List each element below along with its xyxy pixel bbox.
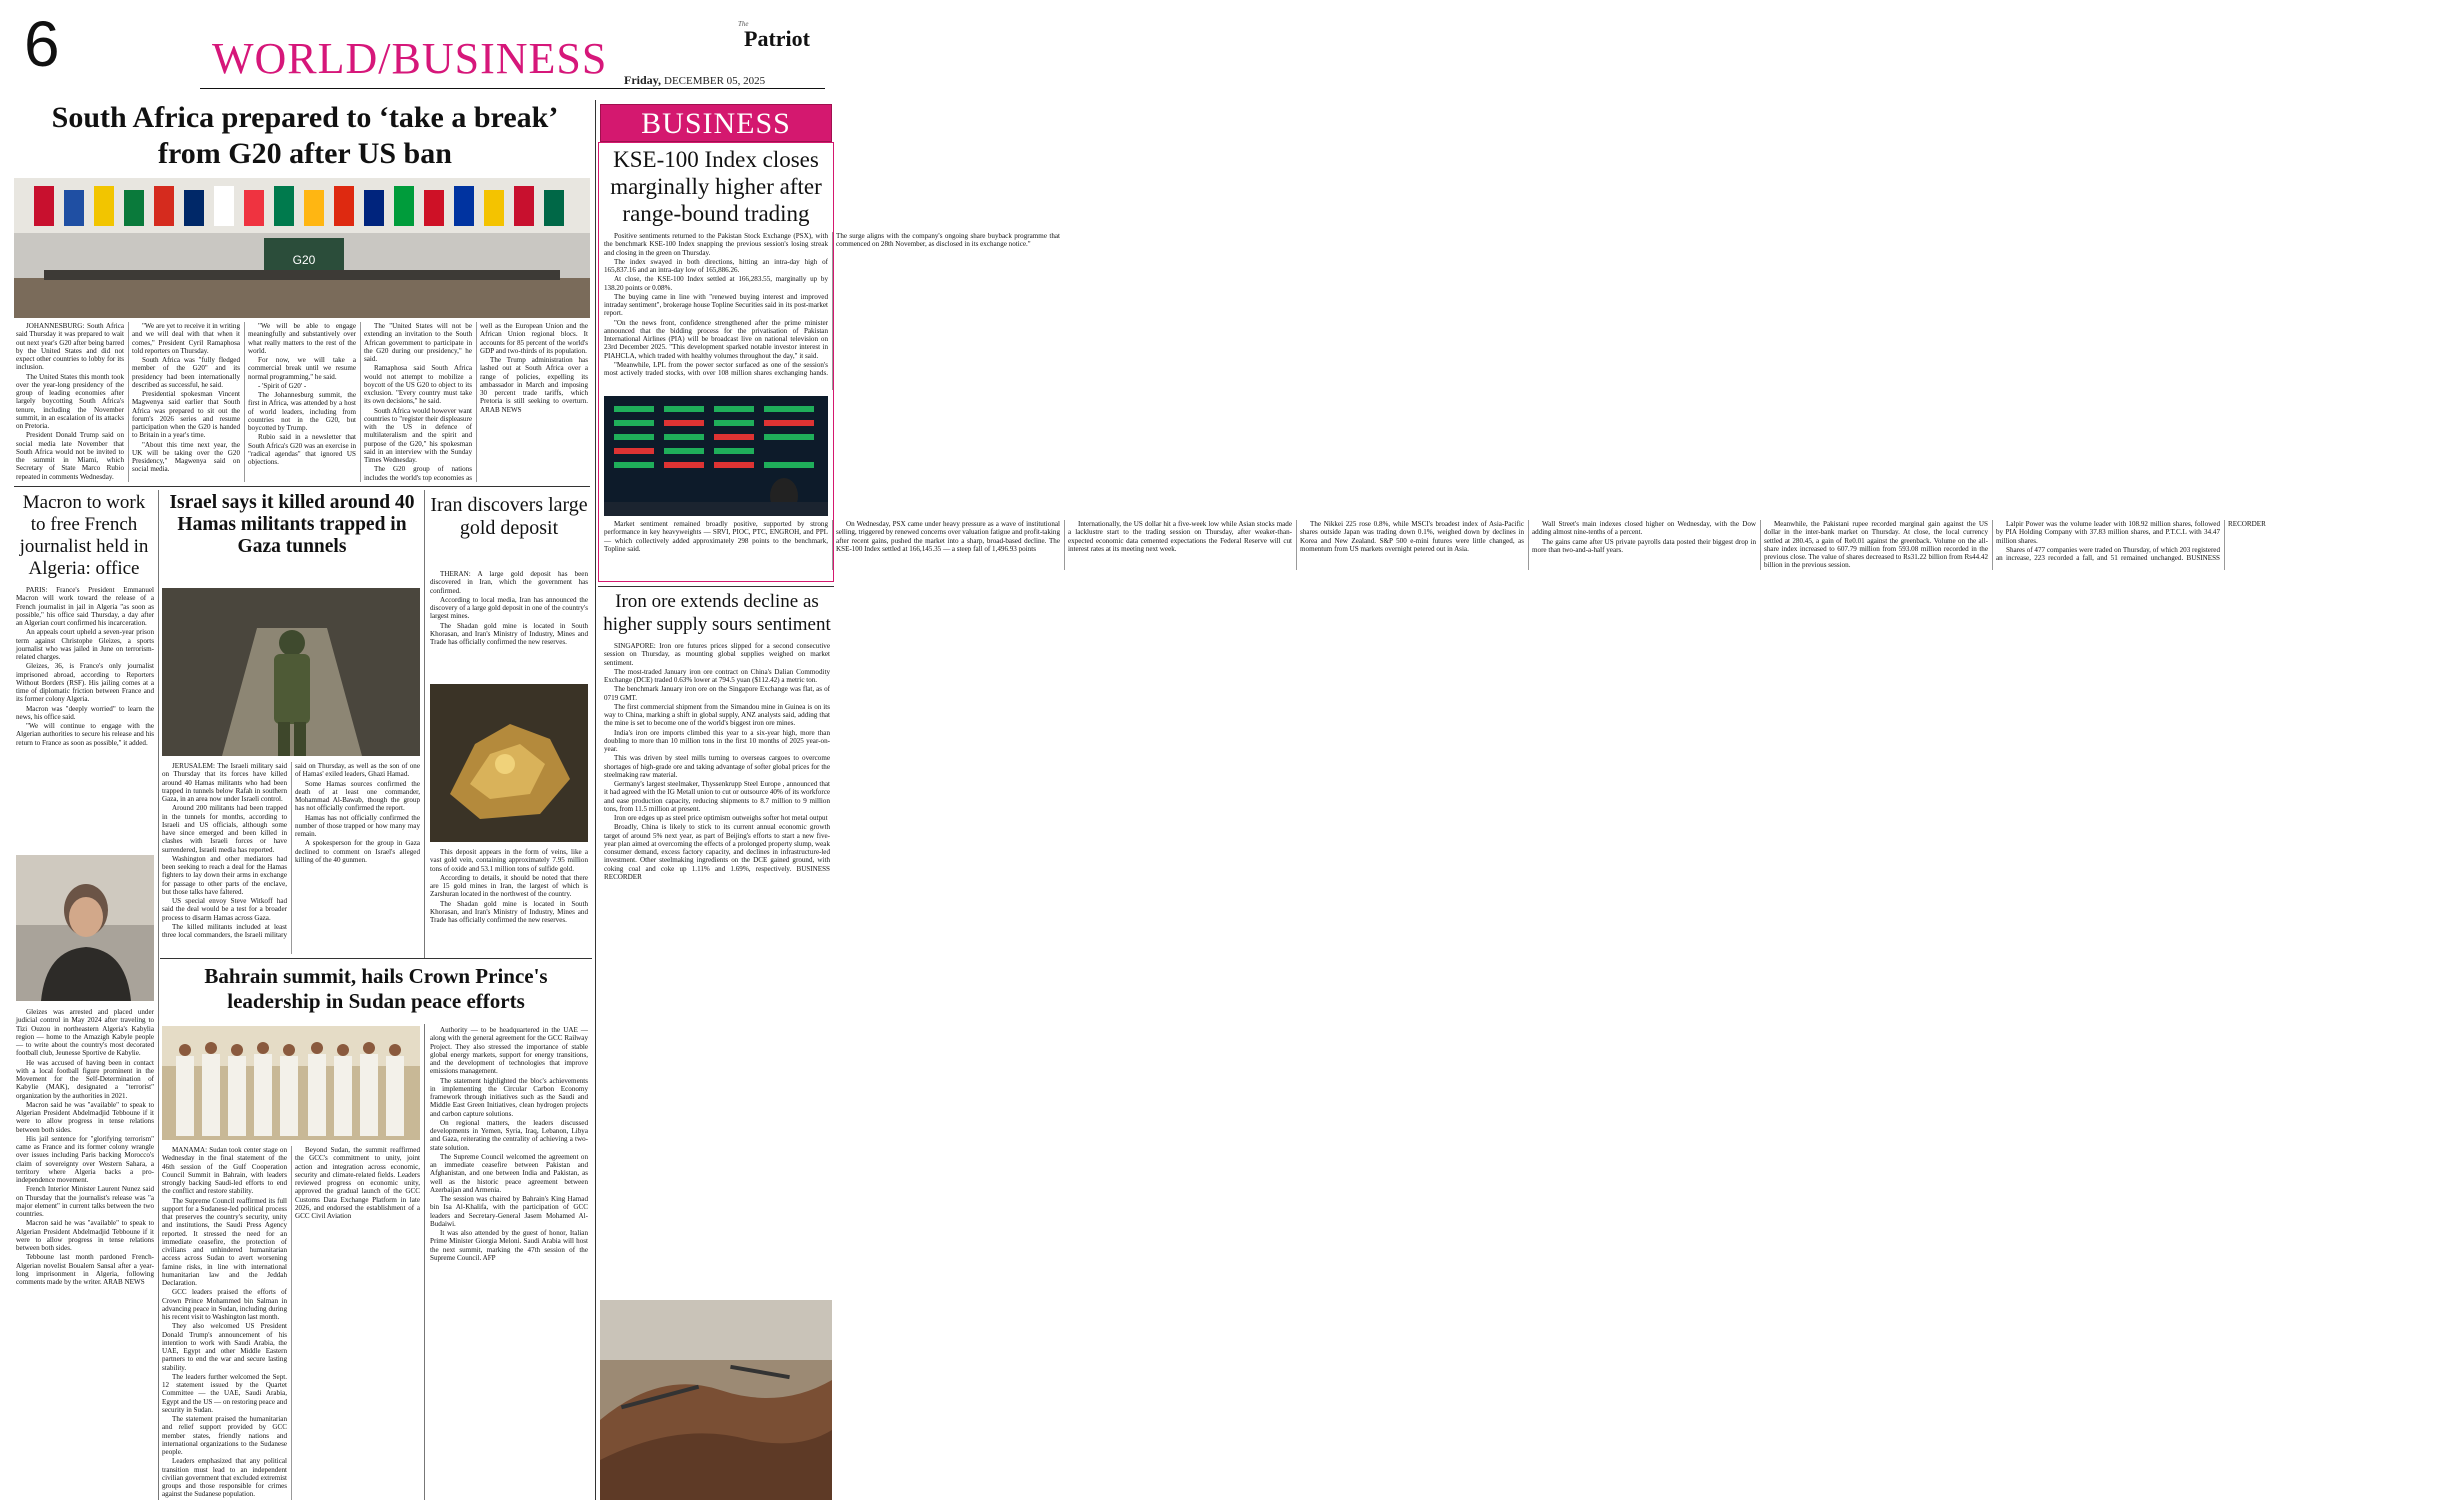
israel-para: Some Hamas sources confirmed the death of at least one commander, Mohammad Al-Bawab, though the group has not officially confirmed the report. [295,779,420,813]
israel-body [162,762,420,954]
paper-name: Patriot [744,26,810,51]
macron-para: He was accused of having been in contact with a local football figure prominent in the Movement for the Self-Determination of Kabylie (MAK), designated a "terrorist" organization by the authorities in 2021. [16,1058,154,1100]
macron-para: An appeals court upheld a seven-year prison term against Christophe Gleizes, a sports journalist who was jailed in June on terrorism-related charges. [16,628,154,661]
macron-para: Macron said he was "available" to speak to Algerian President Abdelmadjid Tebboune if it were to allow progress in tense relations between both sides. [16,1219,154,1252]
paper-prefix: The [738,20,749,28]
macron-para: French Interior Minister Laurent Nunez said on Thursday that the journalist's release was "a major element" in current talks between the two countries. [16,1185,154,1218]
bahrain-para: The Supreme Council welcomed the agreement on an immediate ceasefire between Pakistan and Afghanistan, and one between India and Pakistan, as well as the historic peace agreement between Azerbaijan and Armenia. [430,1152,588,1194]
iran-para: The Shadan gold mine is located in South Khorasan, and Iran's Ministry of Industry, Mines and Trade has officially confirmed the new reserves. [430,621,588,646]
g20-para: President Donald Trump said on social media late November that South Africa would not be invited to the summit in Miami, which Secretary of State Marco Rubio repeated in comments Wednesday. [16,431,124,481]
israel-para: The killed militants included at least three local commanders, the Israeli military said on Thursday, as well as the son of one of Hamas' exiled leaders, Ghazi Hamad. [162,762,420,939]
kse-para: Internationally, the US dollar hit a five-week low while Asian stocks made a lacklustre start to the trading session on Thursday, after weaker-than-expected economic data cemented expectations the Federal Reserve will cut interest rates at its meeting next week. [1068,520,1292,553]
iran-headline: Iran discovers large gold deposit [430,494,588,539]
israel-para: A spokesperson for the group in Gaza declined to comment on Israel's alleged killing of the 40 gunmen. [295,839,420,864]
masthead [0,0,840,100]
masthead-rule [200,88,825,89]
macron-para: Macron was "deeply worried" to learn the news, his office said. [16,704,154,721]
iran-para: The Shadan gold mine is located in South Khorasan, and Iran's Ministry of Industry, Mines and Trade has officially confirmed the new reserves. [430,899,588,924]
g20-body [16,322,588,482]
bahrain-para: The session was chaired by Bahrain's King Hamad bin Isa Al-Khalifa, with the participation of GCC leaders and Secretary-General Jasem Mohamed Al-Budaiwi. [430,1195,588,1228]
iron-para: Broadly, China is likely to stick to its current annual economic growth target of around 5% next year, as part of Beijing's efforts to start a new five-year plan aimed at overcoming the effects of a prolonged property slump, weak consumer demand, excess factory capacity, and declines in infrastructure-led investment. Other steelmaking ingredients on the DCE gained ground, with coking coal and coke up 1.11% and 1.69%, respectively. BUSINESS RECORDER [604,823,830,881]
macron-para: His jail sentence for "glorifying terrorism" came as France and its former colony wrangle over issues including Paris backing Morocco's claim of sovereignty over Western Sahara, a territory where Algeria backs a pro-independence movement. [16,1134,154,1184]
macron-para: Macron said he was "available" to speak to Algerian President Abdelmadjid Tebboune if it were to allow progress in tense relations between both sides. [16,1100,154,1134]
iron-para: India's iron ore imports climbed this year to a six-year high, more than doubling to more than 10 million tons in the first 10 months of 2025 year-on-year. [604,728,830,753]
g20-para: "We are yet to receive it in writing and we will deal with that when it comes," President Cyril Ramaphosa told reporters on Thursday. [132,322,240,355]
macron-headline: Macron to work to free French journalist held in Algeria: office [19,492,149,579]
macron-para: PARIS: France's President Emmanuel Macron will work toward the release of a French journalist in jail in Algeria "as soon as possible," his office said Thursday, a day after an Algerian court confirmed his incarceration. [16,586,154,627]
kse-headline: KSE-100 Index closes marginally higher after range-bound trading [610,147,822,226]
iran-body-top [430,570,588,678]
kse-para: Lalpir Power was the volume leader with 108.92 million shares, followed by PIA Holding Company with 37.83 million shares, and P.T.C.L with 34.47 million shares. [1996,520,2220,545]
israel-para: JERUSALEM: The Israeli military said on Thursday that its forces have killed around 40 Hamas militants who had been trapped in tunnels below Rafah in southern Gaza, in an area now under Israeli control. [162,762,287,803]
svg-text:G20: G20 [292,253,316,267]
bahrain-para: The Supreme Council reaffirmed its full support for a Sudanese-led political process that preserves the country's security, unity and institutions, the Saudi Press Agency reported. It stressed the need for an immediate ceasefire, the protection of civilians and unhindered humanitarian access across Sudan to avert worsening famine risks, in line with international humanitarian law and the Jeddah Declaration. [162,1196,287,1287]
business-band-title: BUSINESS [641,107,791,140]
issue-date-rest: DECEMBER 05, 2025 [664,75,766,87]
iran-para: According to local media, Iran has announced the discovery of a large gold deposit in one of the country's largest mines. [430,595,588,621]
bahrain-para: They also welcomed US President Donald Trump's announcement of his intention to work with Saudi Arabia, the UAE, Egypt and other Middle Eastern partners to end the war and secure lasting stability. [162,1322,287,1372]
iron-para: This was driven by steel mills turning to overseas cargoes to overcome shortages of high-grade ore and taking advantage of softer global prices for the steelmaking raw material. [604,754,830,779]
kse-para: Shares of 477 companies were traded on Thursday, of which 203 registered an increase, 223 recorded a fall, and 51 remained unchanged. BUSINESS RECORDER [1996,520,2266,562]
bahrain-para: Authority — to be headquartered in the UAE — along with the general agreement for the GCC Railway Project. They also stressed the importance of stable global energy markets, support for energy transitions, and the development of technologies that improve emissions management. [430,1026,588,1076]
divider [424,490,425,958]
kse-para: Market sentiment remained broadly positive, supported by strong performance in key heavyweights — SRVI, PIOC, PTC, ENGROH, and PPL — which collectively added approximately 298 points to the benchmark, Topline said. [604,520,828,553]
macron-para: "We will continue to engage with the Algerian authorities to secure his release and his return to France as soon as possible," it added. [16,722,154,747]
kse-para: The gains came after US private payrolls data posted their biggest drop in more than two-and-a-half years. [1532,537,1756,554]
divider [160,958,592,959]
israel-para: Hamas has not officially confirmed the number of those trapped or how many may remain. [295,813,420,838]
kse-body-top [604,232,1060,390]
iron-para: The benchmark January iron ore on the Singapore Exchange was flat, as of 0719 GMT. [604,685,830,702]
g20-para: The "United States will not be extending an invitation to the South African government to participate in the G20 during our presidency," he said. [364,322,472,363]
kse-para: Positive sentiments returned to the Pakistan Stock Exchange (PSX), with the benchmark KSE-100 Index snapping the previous session's losing streak and closing in the green on Thursday. [604,232,828,257]
g20-para: For now, we will take a commercial break until we resume normal programming," he said. [248,356,356,381]
bahrain-para: The statement highlighted the bloc's achievements in implementing the Circular Carbon Economy framework through initiatives such as the Saudi and Middle East Green Initiatives, clean hydrogen projects and carbon capture solutions. [430,1076,588,1118]
kse-para: On Wednesday, PSX came under heavy pressure as a wave of institutional selling, triggered by renewed concerns over valuation fatigue and profit-taking after recent gains, pushed the market into a sharp, broad-based decline. The KSE-100 Index settled at 166,145.35 — a steep fall of 1,496.93 points [836,520,1060,553]
iron-para: The most-traded January iron ore contract on China's Dalian Commodity Exchange (DCE) traded 0.63% lower at 794.5 yuan ($112.42) a metric ton. [604,667,830,684]
kse-para: "Meanwhile, LPL from the power sector surfaced as one of the session's most actively traded stocks, with over 108 million shares exchanging hands. The surge aligns with the company's ongoing share buyback programme that commenced on 28th November, as disclosed in its exchange notice." [604,232,1060,377]
bahrain-body-right [430,1026,588,1500]
g20-para: - 'Spirit of G20' - [258,381,307,390]
g20-para: The Johannesburg summit, the first in Africa, was attended by a host of world leaders, including from countries not in the G20, but boycotted by Trump. [248,391,356,432]
g20-para: The G20 group of nations includes the world's top economies as well as the European Union and the African Union regional blocs. It accounts for 85 percent of the world's GDP and two-thirds of its population. [364,322,588,482]
g20-para: JOHANNESBURG: South Africa said Thursday it was prepared to wait out next year's G20 after being barred by the United States and did not expect other countries to lobby for its inclusion. [16,322,124,372]
macron-para: Gleizes was arrested and placed under judicial control in May 2024 after traveling to Tizi Ouzou in northeastern Algeria's Kabylia region — home to the Amazigh Kabyle people — to write about the country's most decorated football club, Jeunesse Sportive de Kabylie. [16,1008,154,1058]
divider [595,100,596,1500]
macron-para: Tebboune last month pardoned French-Algerian novelist Boualem Sansal after a year-long imprisonment in Algeria, following comments made by the writer. ARAB NEWS [16,1253,154,1286]
israel-para: Around 200 militants had been trapped in the tunnels for months, according to Israeli and US officials, although some have since emerged and been killed in clashes with Israeli forces or have surrendered, Israeli media has reported. [162,804,287,854]
iran-para: THERAN: A large gold deposit has been discovered in Iran, which the government has confirmed. [430,570,588,595]
kse-para: The buying came in line with "renewed buying interest and improved intraday sentiment", brokerage house Topline Securities said in its post-market report. [604,292,828,318]
divider [598,586,834,587]
iron-body [604,642,830,1292]
iron-para: Iron ore edges up as steel price optimism outweighs softer hot metal output [614,814,828,822]
divider [158,490,159,1500]
gcc-leaders-photo [162,1026,420,1140]
g20-para: The Trump administration has lashed out at South Africa over a range of policies, expelling its ambassador in March and imposing 30 percent trade tariffs, which Pretoria is still seeking to overturn. ARAB NEWS [480,356,588,414]
macron-para: Gleizes, 36, is France's only journalist imprisoned abroad, according to Reporters Without Borders (RSF). His jailing comes at a time of diplomatic friction between France and its former colony Algeria. [16,662,154,704]
g20-para: South Africa would however want countries to "register their displeasure with the US in defence of multilateralism and the spirit and purpose of the G20," his spokesman said in an interview with the Sunday Times Wednesday. [364,406,472,464]
kse-para: Meanwhile, the Pakistani rupee recorded marginal gain against the US dollar in the inter-bank market on Thursday. At close, the local currency settled at 280.45, a gain of Re0.01 against the greenback. Volume on the all-share index increased to 607.79 million from 593.08 million recorded in the previous close. The value of shares decreased to Rs31.22 billion from Rs44.42 billion in the previous session. [1764,520,1988,570]
gaza-tunnel-soldier-photo [162,588,420,756]
kse-para: The Nikkei 225 rose 0.8%, while MSCI's broadest index of Asia-Pacific shares outside Japan was trading down 0.1%, weighed down by declines in Korea and New Zealand. S&P 500 e-mini futures were little changed, as momentum from US markets overnight petered out in Asia. [1300,520,1524,553]
g20-para: "We will be able to engage meaningfully and substantively over what really matters to the rest of the world. [248,322,356,355]
iron-headline: Iron ore extends decline as higher supply sours sentiment [603,591,831,635]
macron-body-top [16,586,154,848]
g20-para: The United States this month took over the year-long presidency of the group of leading economies after largely boycotting South Africa's tenure, including the November summit, in an escalation of its attacks on Pretoria. [16,372,124,430]
israel-para: US special envoy Steve Witkoff had said the deal would be a test for a broader process to disarm Hamas across Gaza. [162,897,287,922]
iran-para: This deposit appears in the form of veins, like a vast gold vein, containing approximately 7.95 million tons of oxide and 53.1 million tons of sulfide gold. [430,848,588,873]
bahrain-para: The leaders further welcomed the Sept. 12 statement issued by the Quartet Committee — the UAE, Saudi Arabia, Egypt and the US — on restoring peace and security in Sudan. [162,1372,287,1414]
israel-headline: Israel says it killed around 40 Hamas militants trapped in Gaza tunnels [169,492,415,557]
kse-para: The index swayed in both directions, hitting an intra-day high of 165,837.16 and an intra-day low of 165,886.26. [604,257,828,274]
g20-para: Rubio said in a newsletter that South Africa's G20 was an exercise in "radical agendas" that ignored US objections. [248,433,356,466]
issue-date [624,73,765,88]
bahrain-para: Leaders emphasized that any political transition must lead to an independent civilian government that excluded extremist groups and those responsible for crimes against the Sudanese population. [162,1457,287,1499]
bahrain-headline: Bahrain summit, hails Crown Prince's leadership in Sudan peace efforts [204,964,548,1013]
kse-para: Wall Street's main indexes closed higher on Wednesday, with the Dow adding almost nine-tenths of a percent. [1532,520,1756,537]
g20-summit-photo [14,178,590,318]
section-title: WORLD/BUSINESS [212,34,608,83]
issue-day: Friday, [624,73,662,87]
iran-body-bottom [430,848,588,956]
business-band [600,104,832,142]
bahrain-para: On regional matters, the leaders discussed developments in Yemen, Syria, Iraq, Lebanon, Libya and Gaza, reiterating the centrality of achieving a two-state solution. [430,1118,588,1152]
iron-para: SINGAPORE: Iron ore futures prices slipped for a second consecutive session on Thursday, as mounting global supplies weighed on market sentiment. [604,642,830,667]
bahrain-body-left [162,1146,420,1500]
divider [14,486,590,487]
iran-para: According to details, it should be noted that there are 15 gold mines in Iran, the largest of which is Zarshuran located in the northwest of the country. [430,873,588,899]
gold-ore-photo [430,684,588,842]
bahrain-para: GCC leaders praised the efforts of Crown Prince Mohammed bin Salman in advancing peace in Sudan, including during his recent visit to Washington last month. [162,1288,287,1321]
bahrain-para: Beyond Sudan, the summit reaffirmed the GCC's commitment to unity, joint action and integration across economic, security and climate-related fields. Leaders reviewed progress on economic unity, approved the gradual launch of the GCC Customs Data Exchange Platform in late 2026, and endorsed the establishment of a GCC Civil Aviation [295,1146,420,1220]
iron-ore-mine-photo [600,1300,832,1500]
g20-para: "About this time next year, the UK will be taking over the G20 Presidency," Magwenya said on social media. [132,440,240,474]
g20-headline: South Africa prepared to ‘take a break’ from G20 after US ban [51,101,559,170]
g20-para: Ramaphosa said South Africa would not attempt to mobilize a boycott of the US G20 to object to its exclusion. "Every country must take its own decisions," he said. [364,364,472,406]
kse-para: "On the news front, confidence strengthened after the prime minister announced that the bidding process for the privatisation of Pakistan International Airlines (PIA) will be broadcast live on national television on 23rd December 2025. "This development sparked notable investor interest in PIAHCLA, which traded with healthy volumes throughout the day," it said. [604,318,828,360]
iron-para: Germany's largest steelmaker, Thyssenkrupp Steel Europe , announced that it had agreed with the IG Metall union to cut or outsource 40% of its workforce and ease production capacity, reducing shipments to 8.7 million to 9 million tons, from 11.5 million at present. [604,780,830,813]
bahrain-para: The statement praised the humanitarian and relief support provided by GCC member states, friendly nations and international organizations to the Sudanese people. [162,1415,287,1456]
divider [424,1024,425,1500]
psx-trading-board-photo [604,396,828,516]
kse-para: At close, the KSE-100 Index settled at 166,283.55, marginally up by 138.20 points or 0.08%. [604,275,828,292]
g20-para: South Africa was "fully fledged member of the G20" and its presidency had been internationally described as successful, he said. [132,356,240,389]
bahrain-para: It was also attended by the guest of honor, Italian Prime Minister Giorgia Meloni. Saudi Arabia will host the next summit, marking the 47th session of the Supreme Council. AFP [430,1229,588,1262]
bahrain-para: MANAMA: Sudan took center stage on Wednesday in the final statement of the 46th session of the Gulf Cooperation Council Summit in Bahrain, with leaders strongly backing Saudi-led efforts to end the conflict and restore stability. [162,1146,287,1196]
israel-para: Washington and other mediators had been seeking to reach a deal for the Hamas fighters to lay down their arms in exchange for passage to other parts of the enclave, but those talks have faltered. [162,854,287,896]
macron-body-bottom [16,1008,154,1500]
journalist-portrait-photo [16,855,154,1001]
g20-para: Presidential spokesman Vincent Magwenya said earlier that South Africa was prepared to sit out the forum's 2026 series and resume participation when the G20 is handed to Britain in a year's time. [132,390,240,440]
kse-body-bottom [604,520,2266,570]
page-number: 6 [24,8,60,80]
iron-para: The first commercial shipment from the Simandou mine in Guinea is on its way to China, marking a shift in global supply, ANZ analysts said, adding that the mine is set to become one of the world's biggest iron ore mines. [604,702,830,728]
